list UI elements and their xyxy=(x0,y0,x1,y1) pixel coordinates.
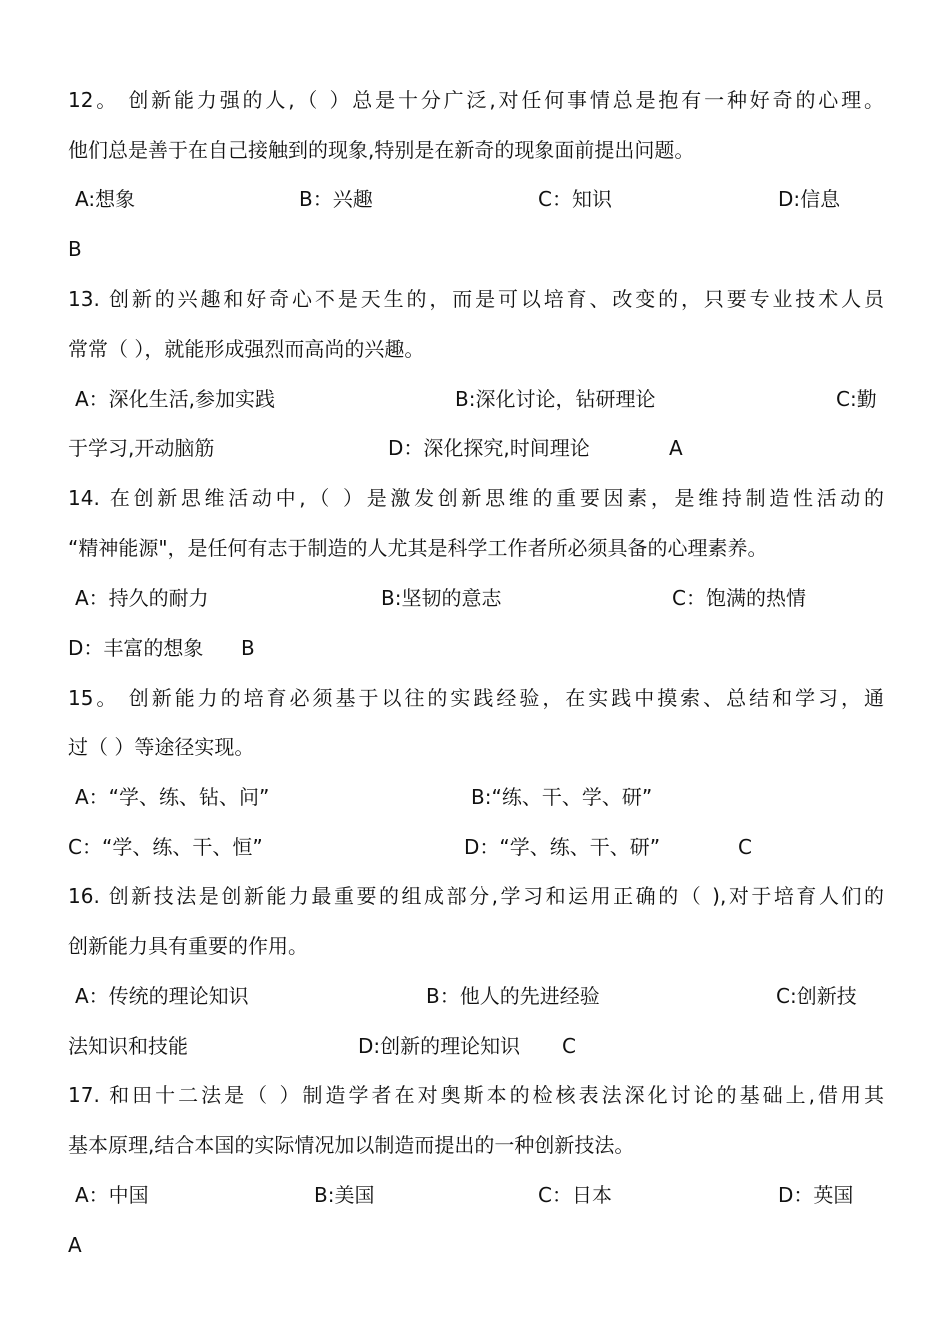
question-12-options xyxy=(68,179,884,219)
option-c: C：知识 xyxy=(538,187,612,211)
question-13-line-2: 常常（ ），就能形成强烈而高尚的兴趣。 xyxy=(68,337,425,361)
option-a: A：中国 xyxy=(75,1183,149,1207)
option-a: A：深化生活,参加实践 xyxy=(75,387,276,411)
option-c: C：“学、练、干、恒” xyxy=(68,835,263,859)
option-c: C：饱满的热情 xyxy=(672,586,806,610)
question-17-line-2: 基本原理,结合本国的实际情况加以制造而提出的一种创新技法。 xyxy=(68,1133,635,1157)
option-c-part-2: 法知识和技能 xyxy=(68,1034,188,1058)
question-15-answer: C xyxy=(738,835,752,859)
question-17-answer: A xyxy=(68,1233,82,1257)
option-b: B:深化讨论，钻研理论 xyxy=(455,387,656,411)
question-14-answer: B xyxy=(241,636,255,660)
question-16-options-row-2 xyxy=(68,1026,884,1066)
option-d: D：英国 xyxy=(778,1183,854,1207)
question-13-line-1: 13. 创新的兴趣和好奇心不是天生的，而是可以培育、改变的，只要专业技术人员 xyxy=(68,287,884,311)
question-15-options-row-1 xyxy=(68,777,884,817)
option-c: C：日本 xyxy=(538,1183,612,1207)
question-13-options-row-2 xyxy=(68,428,884,468)
option-c-part-2: 于学习,开动脑筋 xyxy=(68,436,215,460)
option-c-part-1: C:创新技 xyxy=(776,984,857,1008)
question-13-options-row-1 xyxy=(68,379,884,419)
option-b: B：兴趣 xyxy=(299,187,373,211)
option-d: D:信息 xyxy=(778,187,841,211)
option-d: D：深化探究,时间理论 xyxy=(388,436,590,460)
question-16-answer: C xyxy=(562,1034,576,1058)
option-a: A：“学、练、钻、问” xyxy=(75,785,270,809)
question-15-line-2: 过（ ）等途径实现。 xyxy=(68,735,255,759)
question-15-options-row-2 xyxy=(68,827,884,867)
question-15-line-1: 15。 创新能力的培育必须基于以往的实践经验，在实践中摸索、总结和学习，通 xyxy=(68,686,884,710)
option-d: D:创新的理论知识 xyxy=(358,1034,521,1058)
question-12-line-1: 12。 创新能力强的人,（ ）总是十分广泛,对任何事情总是抱有一种好奇的心理。 xyxy=(68,88,884,112)
question-17-options xyxy=(68,1175,884,1215)
option-a: A：持久的耐力 xyxy=(75,586,209,610)
question-12-line-2: 他们总是善于在自己接触到的现象,特别是在新奇的现象面前提出问题。 xyxy=(68,138,695,162)
option-c-part-1: C:勤 xyxy=(836,387,877,411)
option-a: A:想象 xyxy=(75,187,136,211)
question-14-options-row-1 xyxy=(68,578,884,618)
question-14-line-1: 14. 在创新思维活动中,（ ）是激发创新思维的重要因素，是维持制造性活动的 xyxy=(68,486,884,510)
question-16-line-1: 16. 创新技法是创新能力最重要的组成部分,学习和运用正确的（ ),对于培育人们的 xyxy=(68,884,884,908)
question-17-line-1: 17. 和田十二法是（ ）制造学者在对奥斯本的检核表法深化讨论的基础上,借用其 xyxy=(68,1083,884,1107)
question-16-options-row-1 xyxy=(68,976,884,1016)
option-d: D：丰富的想象 xyxy=(68,636,204,660)
option-d: D：“学、练、干、研” xyxy=(464,835,661,859)
question-14-options-row-2 xyxy=(68,628,884,668)
option-b: B:坚韧的意志 xyxy=(381,586,502,610)
question-13-answer: A xyxy=(669,436,683,460)
question-16-line-2: 创新能力具有重要的作用。 xyxy=(68,934,308,958)
option-b: B:“练、干、学、研” xyxy=(471,785,653,809)
question-12-answer: B xyxy=(68,237,82,261)
option-b: B:美国 xyxy=(314,1183,375,1207)
option-a: A：传统的理论知识 xyxy=(75,984,249,1008)
question-14-line-2: “精神能源"，是任何有志于制造的人尤其是科学工作者所必须具备的心理素养。 xyxy=(68,536,768,560)
option-b: B：他人的先进经验 xyxy=(426,984,600,1008)
